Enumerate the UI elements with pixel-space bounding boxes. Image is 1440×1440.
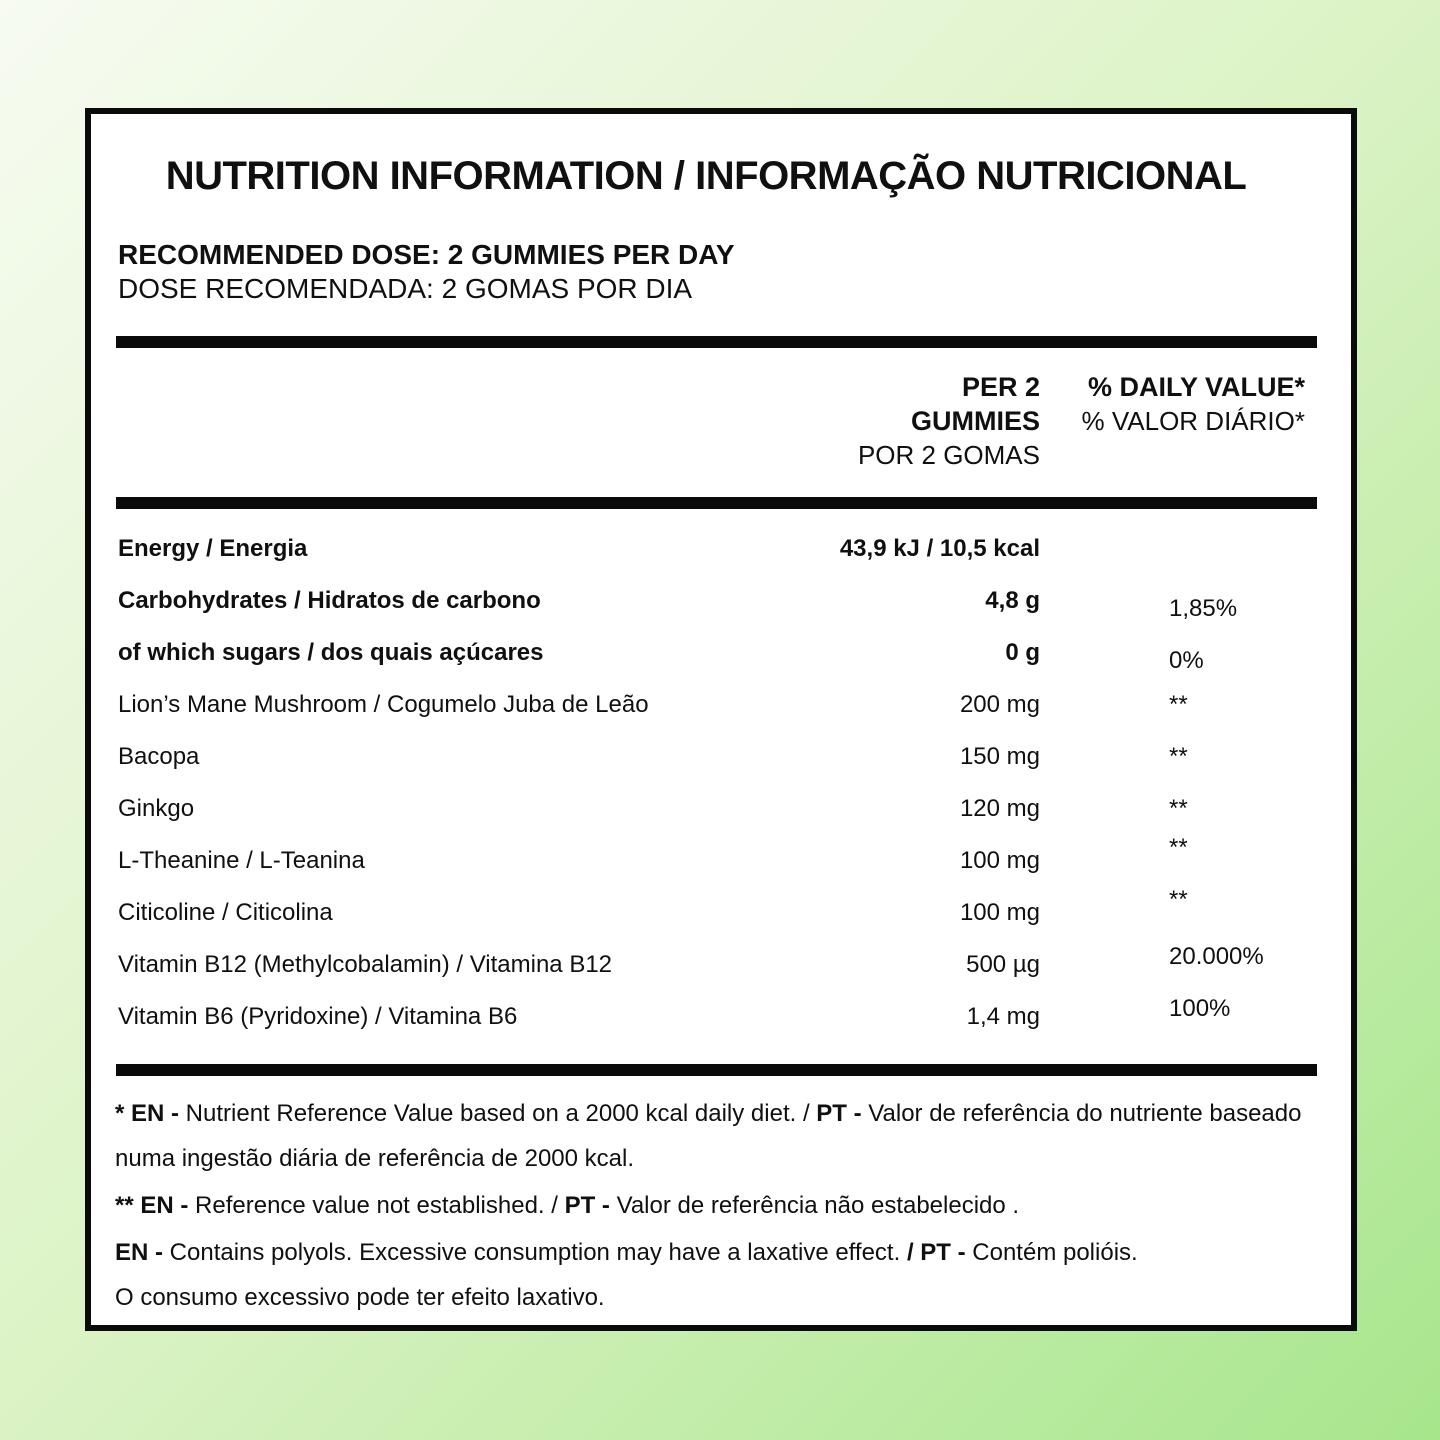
footnote-marker: / PT - <box>906 1239 966 1266</box>
nutrition-table <box>91 523 1351 1043</box>
table-row-energy <box>91 523 1351 575</box>
table-row-ginkgo <box>91 783 1351 835</box>
row-daily-value: 1,85% <box>1169 595 1238 622</box>
row-label: Vitamin B6 (Pyridoxine) / Vitamina B6 <box>118 1003 518 1030</box>
row-label: Bacopa <box>118 743 200 770</box>
row-label: Vitamin B12 (Methylcobalamin) / Vitamina B12 <box>118 951 613 978</box>
footnotes <box>115 1091 1327 1320</box>
footnote-text: O consumo excessivo pode ter efeito laxativo. <box>115 1284 605 1311</box>
row-label: Carbohydrates / Hidratos de carbono <box>118 587 541 614</box>
row-amount: 0 g <box>1005 639 1040 666</box>
header-spacer <box>91 370 830 472</box>
row-amount: 100 mg <box>959 847 1040 874</box>
footnote-marker: ** EN - <box>115 1192 189 1219</box>
footnote-marker: PT - <box>564 1192 610 1219</box>
header-daily-value-pt: % VALOR DIÁRIO* <box>1081 406 1305 436</box>
row-amount: 500 µg <box>966 951 1040 978</box>
header-daily-value <box>1080 370 1351 472</box>
recommended-dose-en: RECOMMENDED DOSE: 2 GUMMIES PER DAY <box>118 239 735 270</box>
footnote-marker: EN - <box>115 1239 163 1266</box>
footnote-text: Nutrient Reference Value based on a 2000 kcal daily diet. / <box>179 1100 817 1127</box>
table-row-vitamin-b6 <box>91 991 1351 1043</box>
row-label: Citicoline / Citicolina <box>118 899 333 926</box>
table-row-lions-mane <box>91 679 1351 731</box>
footnote-polyols <box>115 1230 1327 1320</box>
footnote-text: Reference value not established. / <box>188 1192 565 1219</box>
row-amount: 120 mg <box>959 795 1040 822</box>
table-row-l-theanine <box>91 835 1351 887</box>
row-daily-value: ** <box>1169 834 1188 861</box>
page-title: NUTRITION INFORMATION / INFORMAÇÃO NUTRICIONAL <box>165 154 1247 198</box>
divider-bar-header <box>116 497 1317 509</box>
row-amount: 150 mg <box>959 743 1040 770</box>
row-amount: 1,4 mg <box>966 1003 1040 1030</box>
footnote-marker: PT - <box>816 1100 862 1127</box>
row-daily-value: ** <box>1169 743 1188 770</box>
table-row-bacopa <box>91 731 1351 783</box>
recommended-dose-pt: DOSE RECOMENDADA: 2 GOMAS POR DIA <box>118 273 693 304</box>
row-label: L-Theanine / L-Teanina <box>118 847 365 874</box>
row-daily-value: 20.000% <box>1169 943 1264 970</box>
row-amount: 200 mg <box>959 691 1040 718</box>
footnote-nrv <box>115 1091 1327 1181</box>
row-label: of which sugars / dos quais açúcares <box>118 639 544 666</box>
header-per-2-gummies <box>830 370 1080 472</box>
divider-bar-top <box>116 336 1317 348</box>
table-header <box>91 370 1351 472</box>
nutrition-label-panel <box>85 108 1357 1331</box>
table-row-citicoline <box>91 887 1351 939</box>
table-row-carbohydrates <box>91 575 1351 627</box>
divider-bar-bottom <box>116 1064 1317 1076</box>
table-row-vitamin-b12 <box>91 939 1351 991</box>
header-per-2-gummies-pt: POR 2 GOMAS <box>857 440 1040 470</box>
row-label: Energy / Energia <box>118 535 308 562</box>
table-row-sugars <box>91 627 1351 679</box>
header-daily-value-en: % DAILY VALUE* <box>1087 372 1305 402</box>
row-daily-value: 0% <box>1169 647 1204 674</box>
row-daily-value: ** <box>1169 691 1188 718</box>
row-amount: 100 mg <box>959 899 1040 926</box>
row-amount: 4,8 g <box>985 587 1040 614</box>
footnote-text: Contém polióis. <box>965 1239 1138 1266</box>
footnote-text: Valor de referência não estabelecido . <box>609 1192 1020 1219</box>
footnote-marker: * EN - <box>115 1100 180 1127</box>
footnote-text: Contains polyols. Excessive consumption may have a laxative effect. <box>163 1239 907 1266</box>
row-daily-value: ** <box>1169 795 1188 822</box>
row-amount: 43,9 kJ / 10,5 kcal <box>839 535 1040 562</box>
row-label: Lion’s Mane Mushroom / Cogumelo Juba de Leão <box>118 691 649 718</box>
recommended-dose-block <box>118 238 1331 306</box>
row-daily-value: 100% <box>1169 995 1231 1022</box>
footnote-text: Valor de referência do nutriente baseado numa ingestão diária de referência de 2000 kcal. <box>115 1100 1302 1172</box>
header-per-2-gummies-en: PER 2 GUMMIES <box>910 372 1040 436</box>
footnote-reference-value <box>115 1183 1327 1228</box>
row-label: Ginkgo <box>118 795 195 822</box>
row-daily-value: ** <box>1169 886 1188 913</box>
